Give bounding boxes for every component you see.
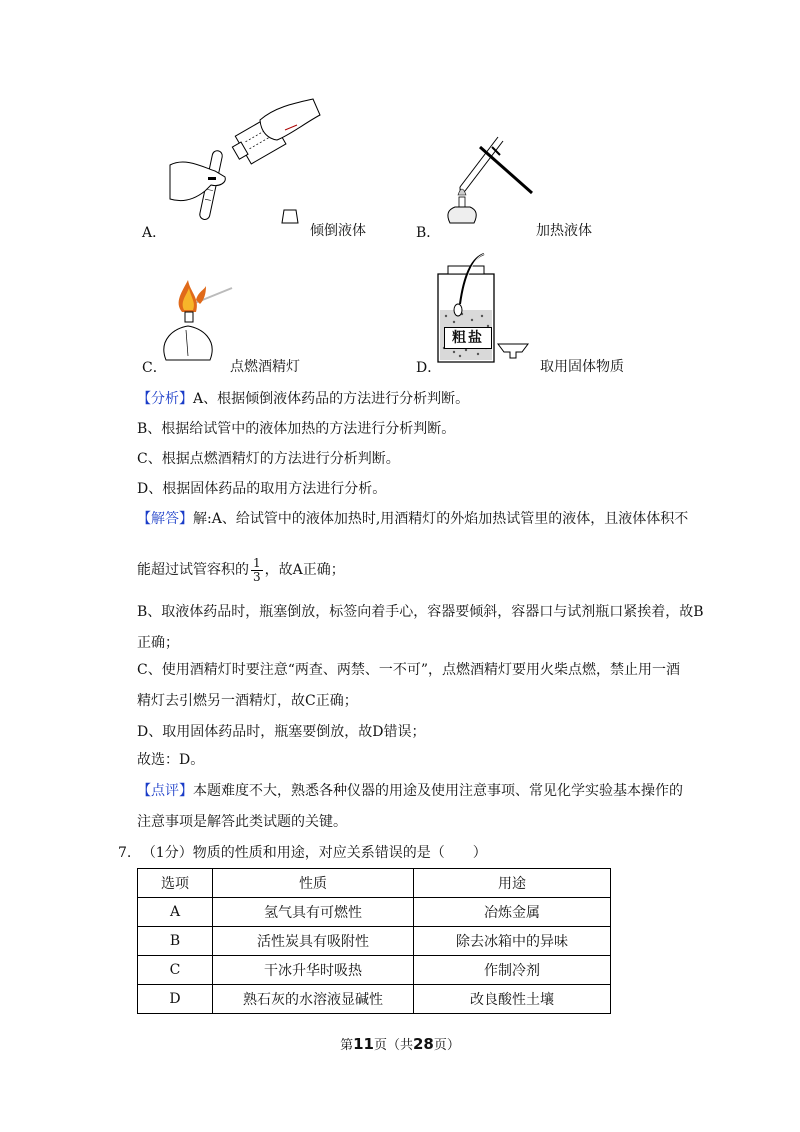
option-c-letter: C． (142, 360, 167, 376)
comment-line-1: 【点评】本题难度不大，熟悉各种仪器的用途及使用注意事项、常见化学实验基本操作的 (137, 783, 683, 799)
answer-line-7: D、取用固体药品时，瓶塞要倒放，故D错误； (137, 724, 426, 740)
answer-line-2: 能超过试管容积的 $\frac{1}{3}$ ，故A正确； (137, 555, 345, 584)
option-a-caption: 倾倒液体 (310, 223, 366, 239)
analysis-tag: 【分析】 (137, 391, 193, 407)
table-header: 用途 (414, 869, 611, 898)
table-header: 性质 (213, 869, 414, 898)
page-footer: 第11页（共28页） (340, 1035, 460, 1053)
table-header: 选项 (138, 869, 213, 898)
comment-tag: 【点评】 (137, 783, 193, 799)
option-b-letter: B． (416, 225, 441, 241)
figure-lighting-lamp (160, 278, 240, 368)
answer-line-8: 故选：D。 (137, 752, 205, 768)
analysis-c: C、根据点燃酒精灯的方法进行分析判断。 (137, 451, 400, 467)
question-number: 7. (118, 845, 132, 861)
figure-pouring-liquid (165, 95, 325, 235)
table-row: C 干冰升华时吸热 作制冷剂 (138, 956, 611, 985)
question-text: （1分）物质的性质和用途，对应关系错误的是（ ） (141, 845, 487, 861)
table-row: D 熟石灰的水溶液显碱性 改良酸性土壤 (138, 985, 611, 1014)
figure-heating-liquid (440, 125, 540, 230)
page-number: 11 (353, 1035, 374, 1053)
answer-line-1: 【解答】解:A、给试管中的液体加热时,用酒精灯的外焰加热试管里的液体，且液体体积不 (137, 511, 689, 527)
answer-line-4: 正确； (137, 635, 179, 651)
analysis-a: 【分析】A、根据倾倒液体药品的方法进行分析判断。 (137, 391, 470, 407)
properties-table (137, 868, 611, 1014)
option-a-letter: A． (142, 225, 167, 241)
answer-line-5: C、使用酒精灯时要注意“两查、两禁、一不可”，点燃酒精灯要用火柴点燃，禁止用一酒 (137, 662, 681, 678)
page-total: 28 (413, 1035, 434, 1053)
table-row: A 氢气具有可燃性 冶炼金属 (138, 898, 611, 927)
answer-line-3: B、取液体药品时，瓶塞倒放，标签向着手心，容器要倾斜，容器口与试剂瓶口紧挨着，故B (137, 604, 704, 620)
table-header-row (138, 869, 611, 898)
table-row: B 活性炭具有吸附性 除去冰箱中的异味 (138, 927, 611, 956)
option-c-caption: 点燃酒精灯 (230, 359, 300, 375)
answer-tag: 【解答】 (137, 511, 193, 527)
analysis-d: D、根据固体药品的取用方法进行分析。 (137, 481, 387, 497)
jar-label: 粗盐 (444, 327, 492, 349)
option-d-letter: D． (416, 360, 442, 376)
option-d-caption: 取用固体物质 (540, 359, 624, 375)
answer-line-6: 精灯去引燃另一酒精灯，故C正确； (137, 693, 358, 709)
analysis-b: B、根据给试管中的液体加热的方法进行分析判断。 (137, 421, 456, 437)
fraction: $\frac{1}{3}$ (253, 555, 261, 584)
comment-line-2: 注意事项是解答此类试题的关键。 (137, 814, 347, 830)
option-b-caption: 加热液体 (536, 223, 592, 239)
figure-taking-solid (432, 252, 542, 367)
question-7 (118, 842, 487, 862)
